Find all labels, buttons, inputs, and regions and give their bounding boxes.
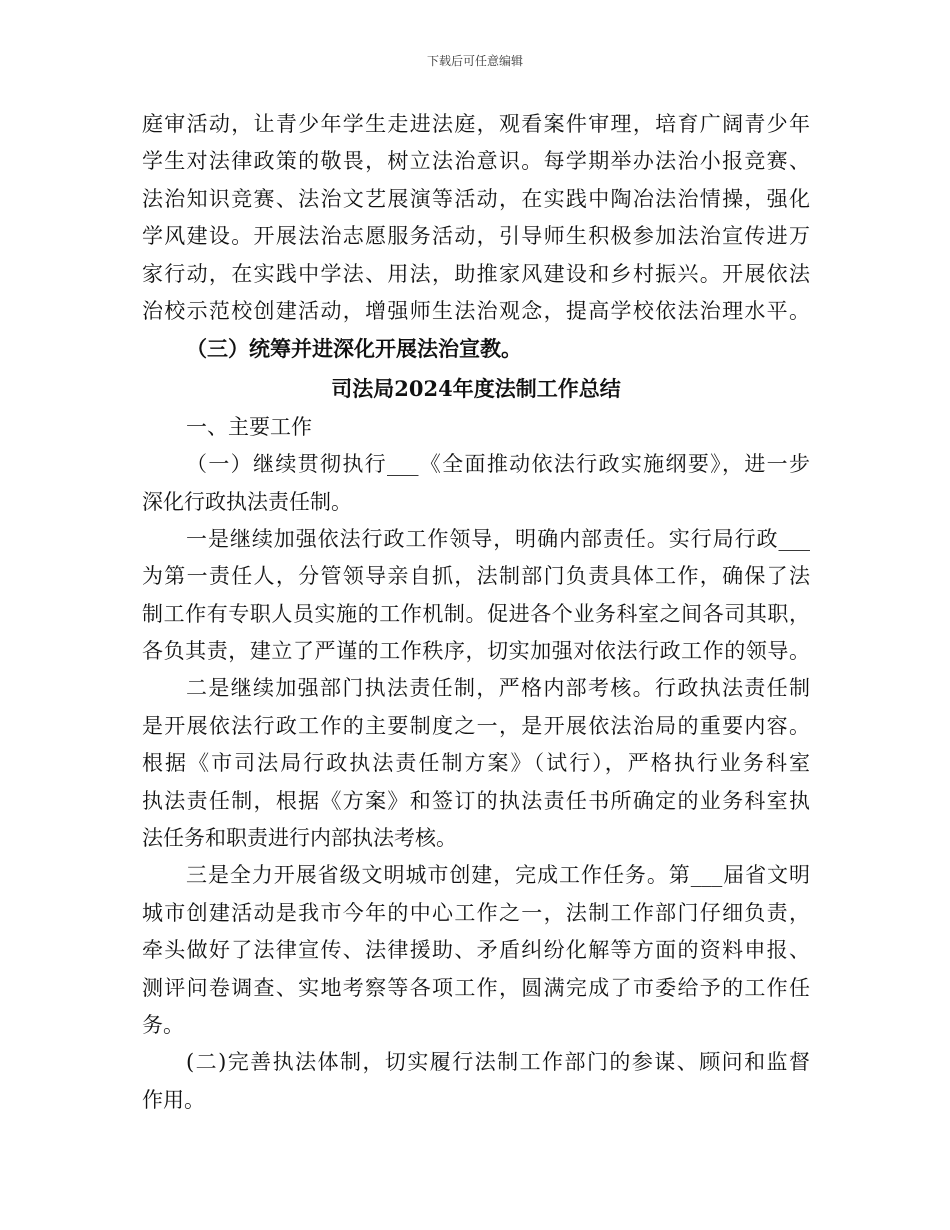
text-line: 是开展依法行政工作的主要制度之一，是开展依法治局的重要内容。 xyxy=(142,713,810,738)
text-line: (二)完善执法体制，切实履行法制工作部门的参谋、顾问和监督 xyxy=(186,1050,810,1075)
text-line: （一）继续贯彻执行___《全面推动依法行政实施纲要》，进一步 xyxy=(186,452,810,477)
text-line: 庭审活动，让青少年学生走进法庭，观看案件审理，培育广阔青少年 xyxy=(142,112,810,136)
text-line: 执法责任制，根据《方案》和签订的执法责任书所确定的业务科室执 xyxy=(142,788,810,813)
text-line: 一是继续加强依法行政工作领导，明确内部责任。实行局行政___ xyxy=(186,526,810,551)
text-line: 测评问卷调查、实地考察等各项工作，圆满完成了市委给予的工作任 xyxy=(142,975,810,1000)
text-line: 制工作有专职人员实施的工作机制。促进各个业务科室之间各司其职， xyxy=(142,601,810,626)
section-heading: 一、主要工作 xyxy=(186,414,312,439)
paragraph xyxy=(142,857,810,1044)
text-line: 治校示范校创建活动，增强师生法治观念，提高学校依法治理水平。 xyxy=(142,298,810,323)
text-line: 根据《市司法局行政执法责任制方案》（试行），严格执行业务科室 xyxy=(142,751,810,776)
section-heading: （三）统筹并进深化开展法治宣教。 xyxy=(186,336,522,362)
text-line: 牵头做好了法律宣传、法律援助、矛盾纠纷化解等方面的资料申报、 xyxy=(142,938,810,963)
text-line: 学风建设。开展法治志愿服务活动，引导师生积极参加法治宣传进万 xyxy=(142,224,810,249)
page-header: 下载后可任意编辑 xyxy=(426,54,523,68)
text-line: 各负其责，建立了严谨的工作秩序，切实加强对依法行政工作的领导。 xyxy=(142,639,810,664)
text-line: 二是继续加强部门执法责任制，严格内部考核。行政执法责任制 xyxy=(186,676,810,701)
document-body xyxy=(142,106,810,1119)
paragraph xyxy=(142,446,810,521)
paragraph xyxy=(142,670,810,857)
paragraph xyxy=(142,521,810,671)
text-line: 家行动，在实践中学法、用法，助推家风建设和乡村振兴。开展依法 xyxy=(142,261,810,286)
text-line: 深化行政执法责任制。 xyxy=(142,489,352,514)
paragraph xyxy=(142,1044,810,1119)
text-line: 城市创建活动是我市今年的中心工作之一，法制工作部门仔细负责， xyxy=(142,900,810,925)
text-line: 作用。 xyxy=(142,1087,205,1112)
paragraph xyxy=(142,106,810,330)
text-line: 三是全力开展省级文明城市创建，完成工作任务。第___届省文明 xyxy=(186,863,810,888)
text-line: 学生对法律政策的敬畏，树立法治意识。每学期举办法治小报竞赛、 xyxy=(142,149,810,174)
text-line: 务。 xyxy=(142,1012,184,1037)
text-line: 法治知识竞赛、法治文艺展演等活动，在实践中陶冶法治情操，强化 xyxy=(142,186,810,211)
text-line: 法任务和职责进行内部执法考核。 xyxy=(142,826,457,851)
text-line: 为第一责任人，分管领导亲自抓，法制部门负责具体工作，确保了法 xyxy=(142,564,810,589)
document-title: 司法局2024年度法制工作总结 xyxy=(331,375,621,401)
